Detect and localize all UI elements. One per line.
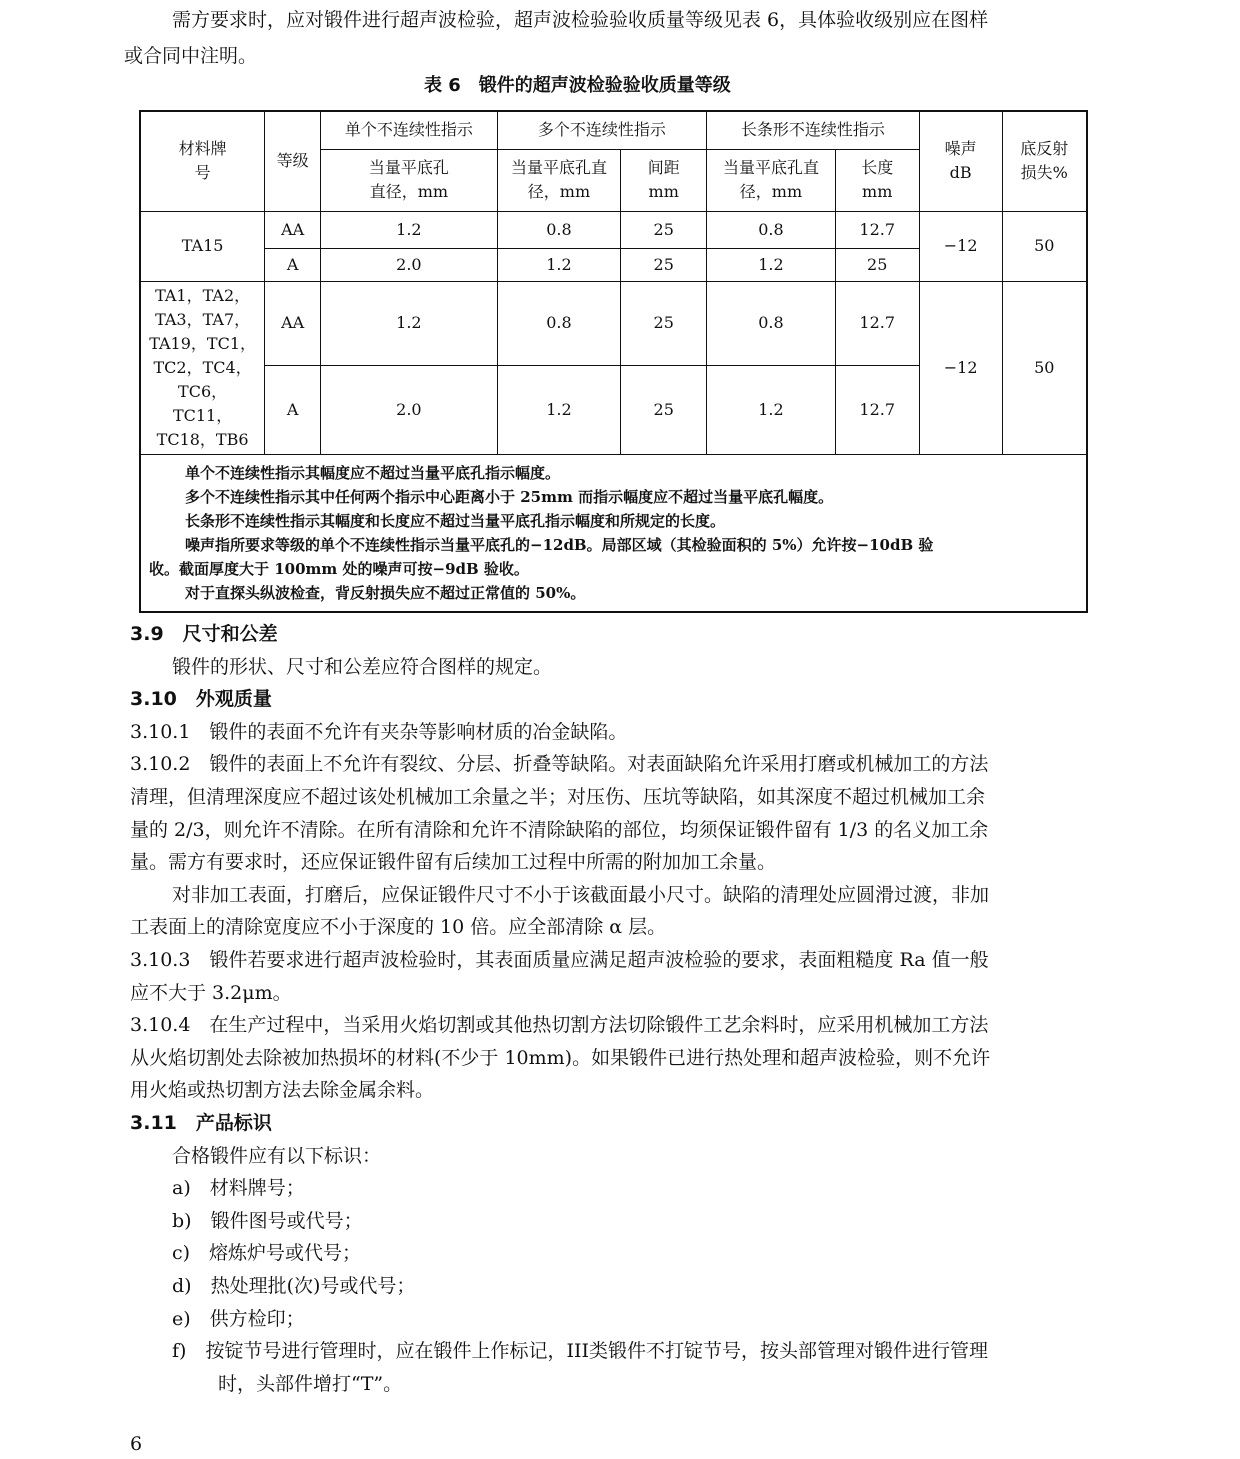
header-single: 单个不连续性指示 [321, 111, 498, 149]
cell: 25 [621, 211, 707, 248]
cell: 2.0 [321, 366, 498, 454]
grade-cell: AA [265, 211, 321, 248]
body-line: 用火焰或热切割方法去除金属余料。 [130, 1079, 435, 1102]
cell: 1.2 [497, 248, 621, 281]
header-multiple: 多个不连续性指示 [497, 111, 707, 149]
body-line: 工表面上的清除宽度应不小于深度的 10 倍。应全部清除 α 层。 [130, 916, 667, 939]
cell: 1.2 [321, 211, 498, 248]
section-heading: 3.11 产品标识 [130, 1112, 272, 1134]
section-heading: 3.10 外观质量 [130, 688, 272, 711]
material-cell: TA1，TA2，TA3，TA7，TA19，TC1，TC2，TC4，TC6，TC11，TC18，TB6 [140, 281, 265, 454]
body-line: 3.10.4 在生产过程中，当采用火焰切割或其他热切割方法切除锻件工艺余料时，应采用机械加工方法 [130, 1014, 989, 1037]
note: 噪声指所要求等级的单个不连续性指示当量平底孔的−12dB。局部区域（其检验面积的 5%）允许按−10dB 验 [185, 535, 934, 554]
noise-cell: −12 [919, 211, 1002, 281]
table-row [140, 211, 1087, 248]
grade-cell: A [265, 366, 321, 454]
header-elongated: 长条形不连续性指示 [707, 111, 920, 149]
body-line: 3.10.1 锻件的表面不允许有夹杂等影响材质的冶金缺陷。 [130, 720, 628, 743]
body-line: 3.10.2 锻件的表面上不允许有裂纹、分层、折叠等缺陷。对表面缺陷允许采用打磨或机械加工的方法 [130, 753, 989, 776]
body-line: 清理，但清理深度应不超过该处机械加工余量之半；对压伤、压坑等缺陷，如其深度不超过机械加工余 [130, 786, 986, 808]
grade-cell: AA [265, 281, 321, 366]
notes-cell [140, 454, 1087, 612]
cell: 25 [835, 248, 919, 281]
body-line: b) 锻件图号或代号； [172, 1209, 363, 1232]
body-line: 合格锻件应有以下标识： [172, 1144, 382, 1167]
body-line: 对非加工表面，打磨后，应保证锻件尺寸不小于该截面最小尺寸。缺陷的清理处应圆滑过渡，非加 [172, 883, 990, 906]
material-cell: TA15 [140, 211, 265, 281]
cell: 25 [621, 248, 707, 281]
cell: 2.0 [321, 248, 498, 281]
note: 单个不连续性指示其幅度应不超过当量平底孔指示幅度。 [185, 463, 561, 482]
body-line: d) 热处理批(次)号或代号； [172, 1275, 416, 1297]
page-number: 6 [130, 1433, 143, 1455]
body-line: 从火焰切割处去除被加热损坏的材料(不少于 10mm)。如果锻件已进行热处理和超声波检验，则不允许 [130, 1046, 991, 1069]
body-line: f) 按锭节号进行管理时，应在锻件上作标记，III类锻件不打锭节号，按头部管理对锻件进行管理 [172, 1340, 988, 1363]
header-noise: 噪声dB [919, 111, 1002, 211]
cell: 25 [621, 366, 707, 454]
sub-length: 长度mm [835, 149, 919, 211]
table-notes [140, 454, 1087, 612]
cell: 0.8 [707, 211, 836, 248]
body-line: c) 熔炼炉号或代号； [172, 1242, 362, 1265]
cell: 1.2 [707, 248, 836, 281]
body-line: 量的 2/3，则允许不清除。在所有清除和允许不清除缺陷的部位，均须保证锻件留有 1/3 的名义加工余 [130, 818, 989, 841]
cell: 0.8 [707, 281, 836, 366]
cell: 12.7 [835, 366, 919, 454]
section-heading: 3.9 尺寸和公差 [130, 623, 278, 645]
body-line: e) 供方检印； [172, 1307, 305, 1330]
note: 对于直探头纵波检查，背反射损失应不超过正常值的 50%。 [185, 583, 586, 602]
cell: 1.2 [321, 281, 498, 366]
note: 多个不连续性指示其中任何两个指示中心距离小于 25mm 而指示幅度应不超过当量平底孔幅度。 [185, 487, 834, 506]
sub-fbh-single: 当量平底孔直径，mm [321, 149, 498, 211]
sub-fbh-elong: 当量平底孔直径，mm [707, 149, 836, 211]
body-line: 时，头部件增打“T”。 [218, 1372, 403, 1395]
table-row [140, 281, 1087, 366]
body-line: a) 材料牌号； [172, 1177, 305, 1200]
cell: 0.8 [497, 281, 621, 366]
cell: 12.7 [835, 281, 919, 366]
cell: 0.8 [497, 211, 621, 248]
grade-cell: A [265, 248, 321, 281]
cell: 1.2 [707, 366, 836, 454]
backwall-cell: 50 [1002, 211, 1087, 281]
table-caption: 表 6 锻件的超声波检验验收质量等级 [424, 75, 731, 96]
header-material: 材料牌号 [140, 111, 265, 211]
body-line: 3.10.3 锻件若要求进行超声波检验时，其表面质量应满足超声波检验的要求，表面粗糙度 Ra 值一般 [130, 949, 989, 971]
header-backwall: 底反射损失% [1002, 111, 1087, 211]
intro-line-1: 需方要求时，应对锻件进行超声波检验，超声波检验验收质量等级见表 6，具体验收级别应在图样 [172, 9, 989, 31]
body-line: 应不大于 3.2μm。 [130, 981, 292, 1004]
sub-spacing: 间距mm [621, 149, 707, 211]
cell: 25 [621, 281, 707, 366]
header-grade: 等级 [265, 111, 321, 211]
cell: 1.2 [497, 366, 621, 454]
note: 长条形不连续性指示其幅度和长度应不超过当量平底孔指示幅度和所规定的长度。 [185, 511, 726, 530]
acceptance-table [139, 110, 1088, 613]
intro-line-2: 或合同中注明。 [124, 45, 258, 67]
noise-cell: −12 [919, 281, 1002, 454]
body-line: 量。需方有要求时，还应保证锻件留有后续加工过程中所需的附加加工余量。 [130, 851, 777, 874]
body-line: 锻件的形状、尺寸和公差应符合图样的规定。 [172, 655, 553, 678]
backwall-cell: 50 [1002, 281, 1087, 454]
note: 收。截面厚度大于 100mm 处的噪声可按−9dB 验收。 [149, 559, 529, 578]
sub-fbh-multi: 当量平底孔直径，mm [497, 149, 621, 211]
cell: 12.7 [835, 211, 919, 248]
